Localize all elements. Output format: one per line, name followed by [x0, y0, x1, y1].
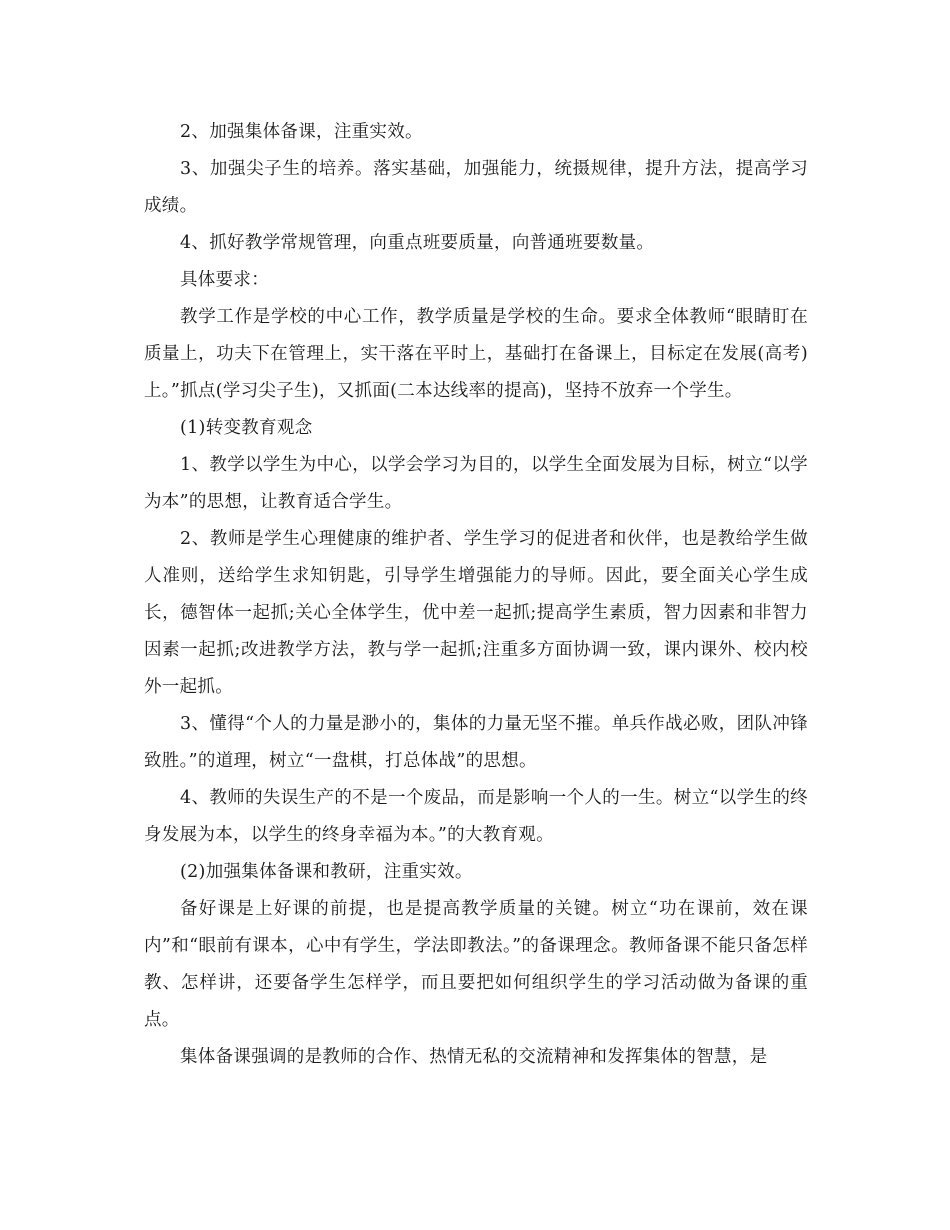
paragraph: 教学工作是学校的中心工作，教学质量是学校的生命。要求全体教师“眼睛盯在质量上，功夫下在管理上，实干落在平时上，基础打在备课上，目标定在发展(高考)上。”抓点(学习尖子生)，又抓面(二本达线率的提高)，坚持不放弃一个学生。 [144, 307, 808, 401]
paragraph: 集体备课强调的是教师的合作、热情无私的交流精神和发挥集体的智慧，是 [180, 1047, 768, 1067]
paragraph: 具体要求： [180, 270, 269, 290]
paragraph: 1、教学以学生为中心，以学会学习为目的，以学生全面发展为目标，树立“以学为本”的思想，让教育适合学生。 [144, 455, 808, 512]
section-heading: (1)转变教育观念 [180, 418, 313, 438]
paragraph: 2、教师是学生心理健康的维护者、学生学习的促进者和伙伴，也是教给学生做人准则，送给学生求知钥匙，引导学生增强能力的导师。因此，要全面关心学生成长，德智体一起抓;关心全体学生，优中差一起抓;提高学生素质，智力因素和非智力因素一起抓;改进教学方法，教与学一起抓;注重多方面协调一致，课内课外、校内校外一起抓。 [144, 529, 808, 697]
paragraph: 4、抓好教学常规管理，向重点班要质量，向普通班要数量。 [180, 233, 655, 253]
paragraph: 3、加强尖子生的培养。落实基础，加强能力，统摄规律，提升方法，提高学习成绩。 [144, 159, 808, 216]
section-heading: (2)加强集体备课和教研，注重实效。 [180, 862, 473, 882]
paragraph: 4、教师的失误生产的不是一个废品，而是影响一个人的一生。树立“以学生的终身发展为本，以学生的终身幸福为本。”的大教育观。 [144, 788, 808, 845]
paragraph: 备好课是上好课的前提，也是提高教学质量的关键。树立“功在课前，效在课内”和“眼前有课本，心中有学生，学法即教法。”的备课理念。教师备课不能只备怎样教、怎样讲，还要备学生怎样学，而且要把如何组织学生的学习活动做为备课的重点。 [144, 899, 808, 1030]
document-body [144, 114, 808, 1076]
paragraph: 3、懂得“个人的力量是渺小的，集体的力量无坚不摧。单兵作战必败，团队冲锋致胜。”的道理，树立“一盘棋，打总体战”的思想。 [144, 714, 808, 771]
paragraph: 2、加强集体备课，注重实效。 [180, 122, 423, 142]
